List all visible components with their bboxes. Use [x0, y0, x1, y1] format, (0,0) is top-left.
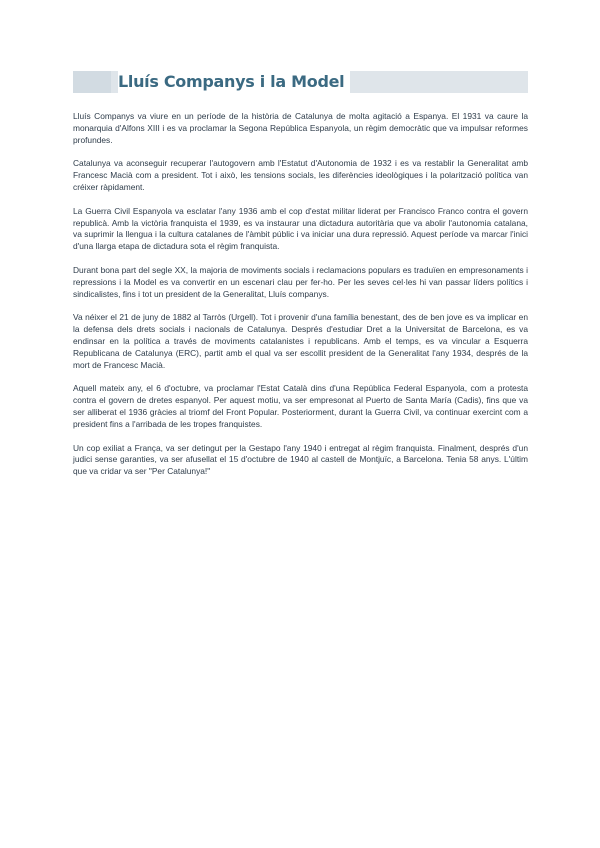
document-body [73, 111, 528, 490]
paragraph: Durant bona part del segle XX, la majoria de moviments socials i reclamacions populars es traduïen en empresonaments i repressions i la Model es va convertir en un escenari clau per fer-ho. Per les seves cel·les hi van passar líders polítics i sindicalistes, fins i tot un president de la Generalitat, Lluís companys. [73, 264, 528, 299]
paragraph: Aquell mateix any, el 6 d'octubre, va proclamar l'Estat Català dins d'una República Federal Espanyola, com a protesta contra el govern de dretes espanyol. Per aquest motiu, va ser empresonat al Puerto de Santa María (Cadis), fins que va ser alliberat el 1936 gràcies al triomf del Front Popular. Posteriorment, durant la Guerra Civil, va continuar exercint com a president fins a l'arribada de les tropes franquistes. [73, 383, 528, 429]
paragraph: Un cop exiliat a França, va ser detingut per la Gestapo l'any 1940 i entregat al règim franquista. Finalment, després d'un judici sense garanties, va ser afusellat el 15 d'octubre de 1940 al castell de Montjuïc, a Barcelona. Tenia 58 anys. L'últim que va cridar va ser "Per Catalunya!" [73, 442, 528, 477]
paragraph: La Guerra Civil Espanyola va esclatar l'any 1936 amb el cop d'estat militar liderat per Francisco Franco contra el govern republicà. Amb la victòria franquista el 1939, es va instaurar una dictadura autoritària que va abolir l'autonomia catalana, va suprimir la llengua i la cultura catalanes de l'àmbit públic i va iniciar una dura repressió. Aquest període va marcar l'inici d'una llarga etapa de dictadura sota el règim franquista. [73, 205, 528, 252]
paragraph: Catalunya va aconseguir recuperar l'autogovern amb l'Estatut d'Autonomia de 1932 i es va restablir la Generalitat amb Francesc Macià com a president. Tot i això, les tensions socials, les diferències ideològiques i la polarització política van créixer ràpidament. [73, 158, 528, 192]
document-title: Lluís Companys i la Model [118, 71, 350, 93]
paragraph: Va néixer el 21 de juny de 1882 al Tarròs (Urgell). Tot i provenir d'una família benestant, des de ben jove es va implicar en la defensa dels drets socials i nacionals de Catalunya. Després d'estudiar Dret a la Universitat de Barcelona, es va endinsar en la política a través de moviments catalanistes i republicans. Amb el temps, es va vincular a Esquerra Republicana de Catalunya (ERC), partit amb el qual va ser escollit president de la Generalitat l'any 1934, després de la mort de Francesc Macià. [73, 312, 528, 370]
title-banner-accent [73, 71, 111, 93]
paragraph: Lluís Companys va viure en un període de la història de Catalunya de molta agitació a Espanya. El 1931 va caure la monarquia d'Alfons XIII i es va proclamar la Segona República Espanyola, un règim democràtic que va impulsar reformes profundes. [73, 111, 528, 145]
